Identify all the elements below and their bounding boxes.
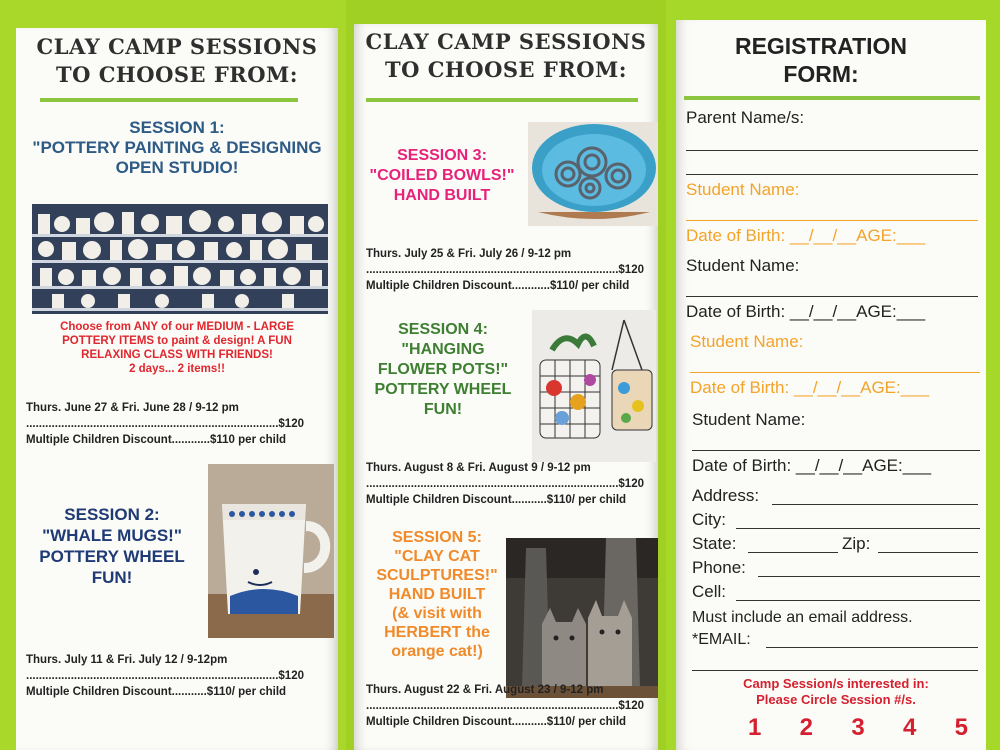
session-number-4[interactable]: 4 [902, 714, 917, 741]
session-title-line: FLOWER POTS!" [377, 361, 509, 378]
session-dates: Thurs. June 27 & Fri. June 28 / 9-12 pm [26, 402, 239, 414]
session-4-pricing [366, 460, 656, 508]
session-dates: Thurs. August 22 & Fri. August 23 / 9-12 pm [366, 684, 604, 696]
brochure-panel-sessions-3-5 [346, 0, 666, 750]
email-line[interactable] [692, 670, 978, 671]
session-discount: Multiple Children Discount............$110 per child [26, 434, 287, 446]
session-interest-text [676, 676, 996, 708]
student-name-label: Student Name: [686, 256, 800, 275]
state-line[interactable] [748, 552, 838, 553]
cell-line[interactable] [736, 600, 980, 601]
promo-line: 2 days... 2 items!! [129, 363, 225, 375]
divider-line [366, 98, 638, 102]
state-label: State: [692, 534, 737, 553]
session-title-line: SCULPTURES!" [376, 567, 498, 584]
student-name-label: Student Name: [686, 180, 800, 199]
session-number-choices [748, 714, 968, 742]
session-5-pricing [366, 682, 658, 730]
session-title-line: orange cat!) [391, 643, 483, 660]
session-title-line: "COILED BOWLS!" [369, 167, 515, 184]
heading-line: CLAY CAMP SESSIONS [365, 29, 647, 54]
heading-line: TO CHOOSE FROM: [55, 62, 298, 87]
zip-line[interactable] [878, 552, 978, 553]
email-label: *EMAIL: [692, 631, 751, 648]
date-of-birth-field[interactable]: Date of Birth: __/__/__AGE:___ [690, 378, 930, 397]
session-2-title [16, 504, 208, 588]
heading-line: TO CHOOSE FROM: [384, 57, 627, 82]
session-title-line: SESSION 1: [129, 118, 225, 137]
session-title-line: POTTERY WHEEL [374, 381, 512, 398]
session-number-3[interactable]: 3 [851, 714, 865, 741]
city-label: City: [692, 510, 726, 529]
parent-name-line[interactable] [686, 174, 978, 175]
registration-title [676, 32, 966, 88]
session-price: ...............................................................................$120 [366, 478, 644, 490]
address-label: Address: [692, 486, 760, 505]
student-name-label: Student Name: [692, 410, 806, 429]
promo-line: RELAXING CLASS WITH FRIENDS! [81, 349, 273, 361]
pottery-shelves-photo [32, 204, 328, 314]
sessions-heading [354, 28, 658, 84]
whale-mug-photo [208, 464, 334, 638]
divider-line [40, 98, 298, 102]
session-discount: Multiple Children Discount...........$110/ per child [366, 494, 627, 506]
session-1-promo-text [16, 320, 338, 376]
session-title-line: "WHALE MUGS!" [42, 526, 182, 545]
panel-paper [354, 24, 658, 750]
hanging-flower-pots-photo [532, 310, 656, 462]
heading-line: CLAY CAMP SESSIONS [36, 34, 318, 59]
session-title-line: FUN! [423, 401, 463, 418]
session-3-title [354, 146, 530, 206]
clay-cat-sculptures-photo [506, 538, 658, 698]
session-price: ...............................................................................$120 [26, 670, 304, 682]
session-price: ...............................................................................$120 [366, 700, 644, 712]
brochure-panel-registration-form [666, 0, 1000, 750]
date-of-birth-field[interactable]: Date of Birth: __/__/__AGE:___ [686, 302, 926, 321]
email-note: Must include an email address. [692, 609, 913, 626]
student-name-line[interactable] [686, 296, 978, 297]
student-name-line[interactable] [692, 450, 980, 451]
session-number-2[interactable]: 2 [799, 714, 814, 741]
promo-line: POTTERY ITEMS to paint & design! A FUN [62, 335, 292, 347]
promo-line: Choose from ANY of our MEDIUM - LARGE [60, 321, 294, 333]
session-number-5[interactable]: 5 [954, 714, 968, 741]
phone-line[interactable] [758, 576, 980, 577]
parent-name-line[interactable] [686, 150, 978, 151]
session-title-line: POTTERY WHEEL [39, 547, 185, 566]
session-4-title [354, 320, 532, 420]
date-of-birth-field[interactable]: Date of Birth: __/__/__AGE:___ [686, 226, 926, 245]
city-line[interactable] [736, 528, 980, 529]
student-name-label: Student Name: [690, 332, 804, 351]
title-line: REGISTRATION [734, 33, 908, 59]
session-dates: Thurs. July 25 & Fri. July 26 / 9-12 pm [366, 248, 572, 260]
phone-label: Phone: [692, 558, 746, 577]
session-2-pricing [26, 652, 332, 700]
interest-line: Please Circle Session #/s. [756, 692, 916, 707]
session-3-pricing [366, 246, 656, 294]
session-title-line: HAND BUILT [388, 586, 486, 603]
session-title-line: SESSION 5: [392, 529, 482, 546]
session-title-line: FUN! [91, 568, 133, 587]
session-number-1[interactable]: 1 [748, 714, 762, 741]
session-dates: Thurs. August 8 & Fri. August 9 / 9-12 pm [366, 462, 591, 474]
parent-name-label: Parent Name/s: [686, 108, 805, 127]
email-line[interactable] [766, 647, 978, 648]
sessions-heading [16, 33, 338, 89]
coiled-bowl-photo [528, 122, 658, 226]
panel-paper [676, 20, 986, 750]
brochure-panel-sessions-1-2 [0, 0, 346, 750]
session-1-pricing [26, 400, 332, 448]
student-name-line[interactable] [686, 220, 978, 221]
session-dates: Thurs. July 11 & Fri. July 12 / 9-12pm [26, 654, 228, 666]
session-price: ...............................................................................$120 [366, 264, 644, 276]
session-title-line: SESSION 3: [397, 147, 487, 164]
session-title-line: "HANGING [401, 341, 485, 358]
student-name-line[interactable] [690, 372, 980, 373]
date-of-birth-field[interactable]: Date of Birth: __/__/__AGE:___ [692, 456, 932, 475]
session-title-line: (& visit with [392, 605, 482, 622]
panel-paper [16, 28, 338, 750]
interest-line: Camp Session/s interested in: [743, 676, 929, 691]
session-discount: Multiple Children Discount...........$110/ per child [26, 686, 287, 698]
cell-label: Cell: [692, 582, 727, 601]
title-line: FORM: [783, 61, 859, 87]
session-title-line: "CLAY CAT [394, 548, 480, 565]
session-title-line: OPEN STUDIO! [115, 158, 239, 177]
session-5-title [354, 528, 520, 661]
session-title-line: SESSION 2: [64, 505, 160, 524]
session-discount: Multiple Children Discount...........$110/ per child [366, 716, 627, 728]
session-title-line: SESSION 4: [398, 321, 488, 338]
session-title-line: HERBERT the [384, 624, 490, 641]
session-title-line: "POTTERY PAINTING & DESIGNING [32, 138, 322, 157]
address-line[interactable] [772, 504, 978, 505]
zip-label: Zip: [842, 534, 871, 553]
session-title-line: HAND BUILT [393, 187, 491, 204]
session-discount: Multiple Children Discount............$110/ per child [366, 280, 630, 292]
session-1-title [16, 118, 338, 178]
divider-line [684, 96, 980, 100]
session-price: ...............................................................................$120 [26, 418, 304, 430]
